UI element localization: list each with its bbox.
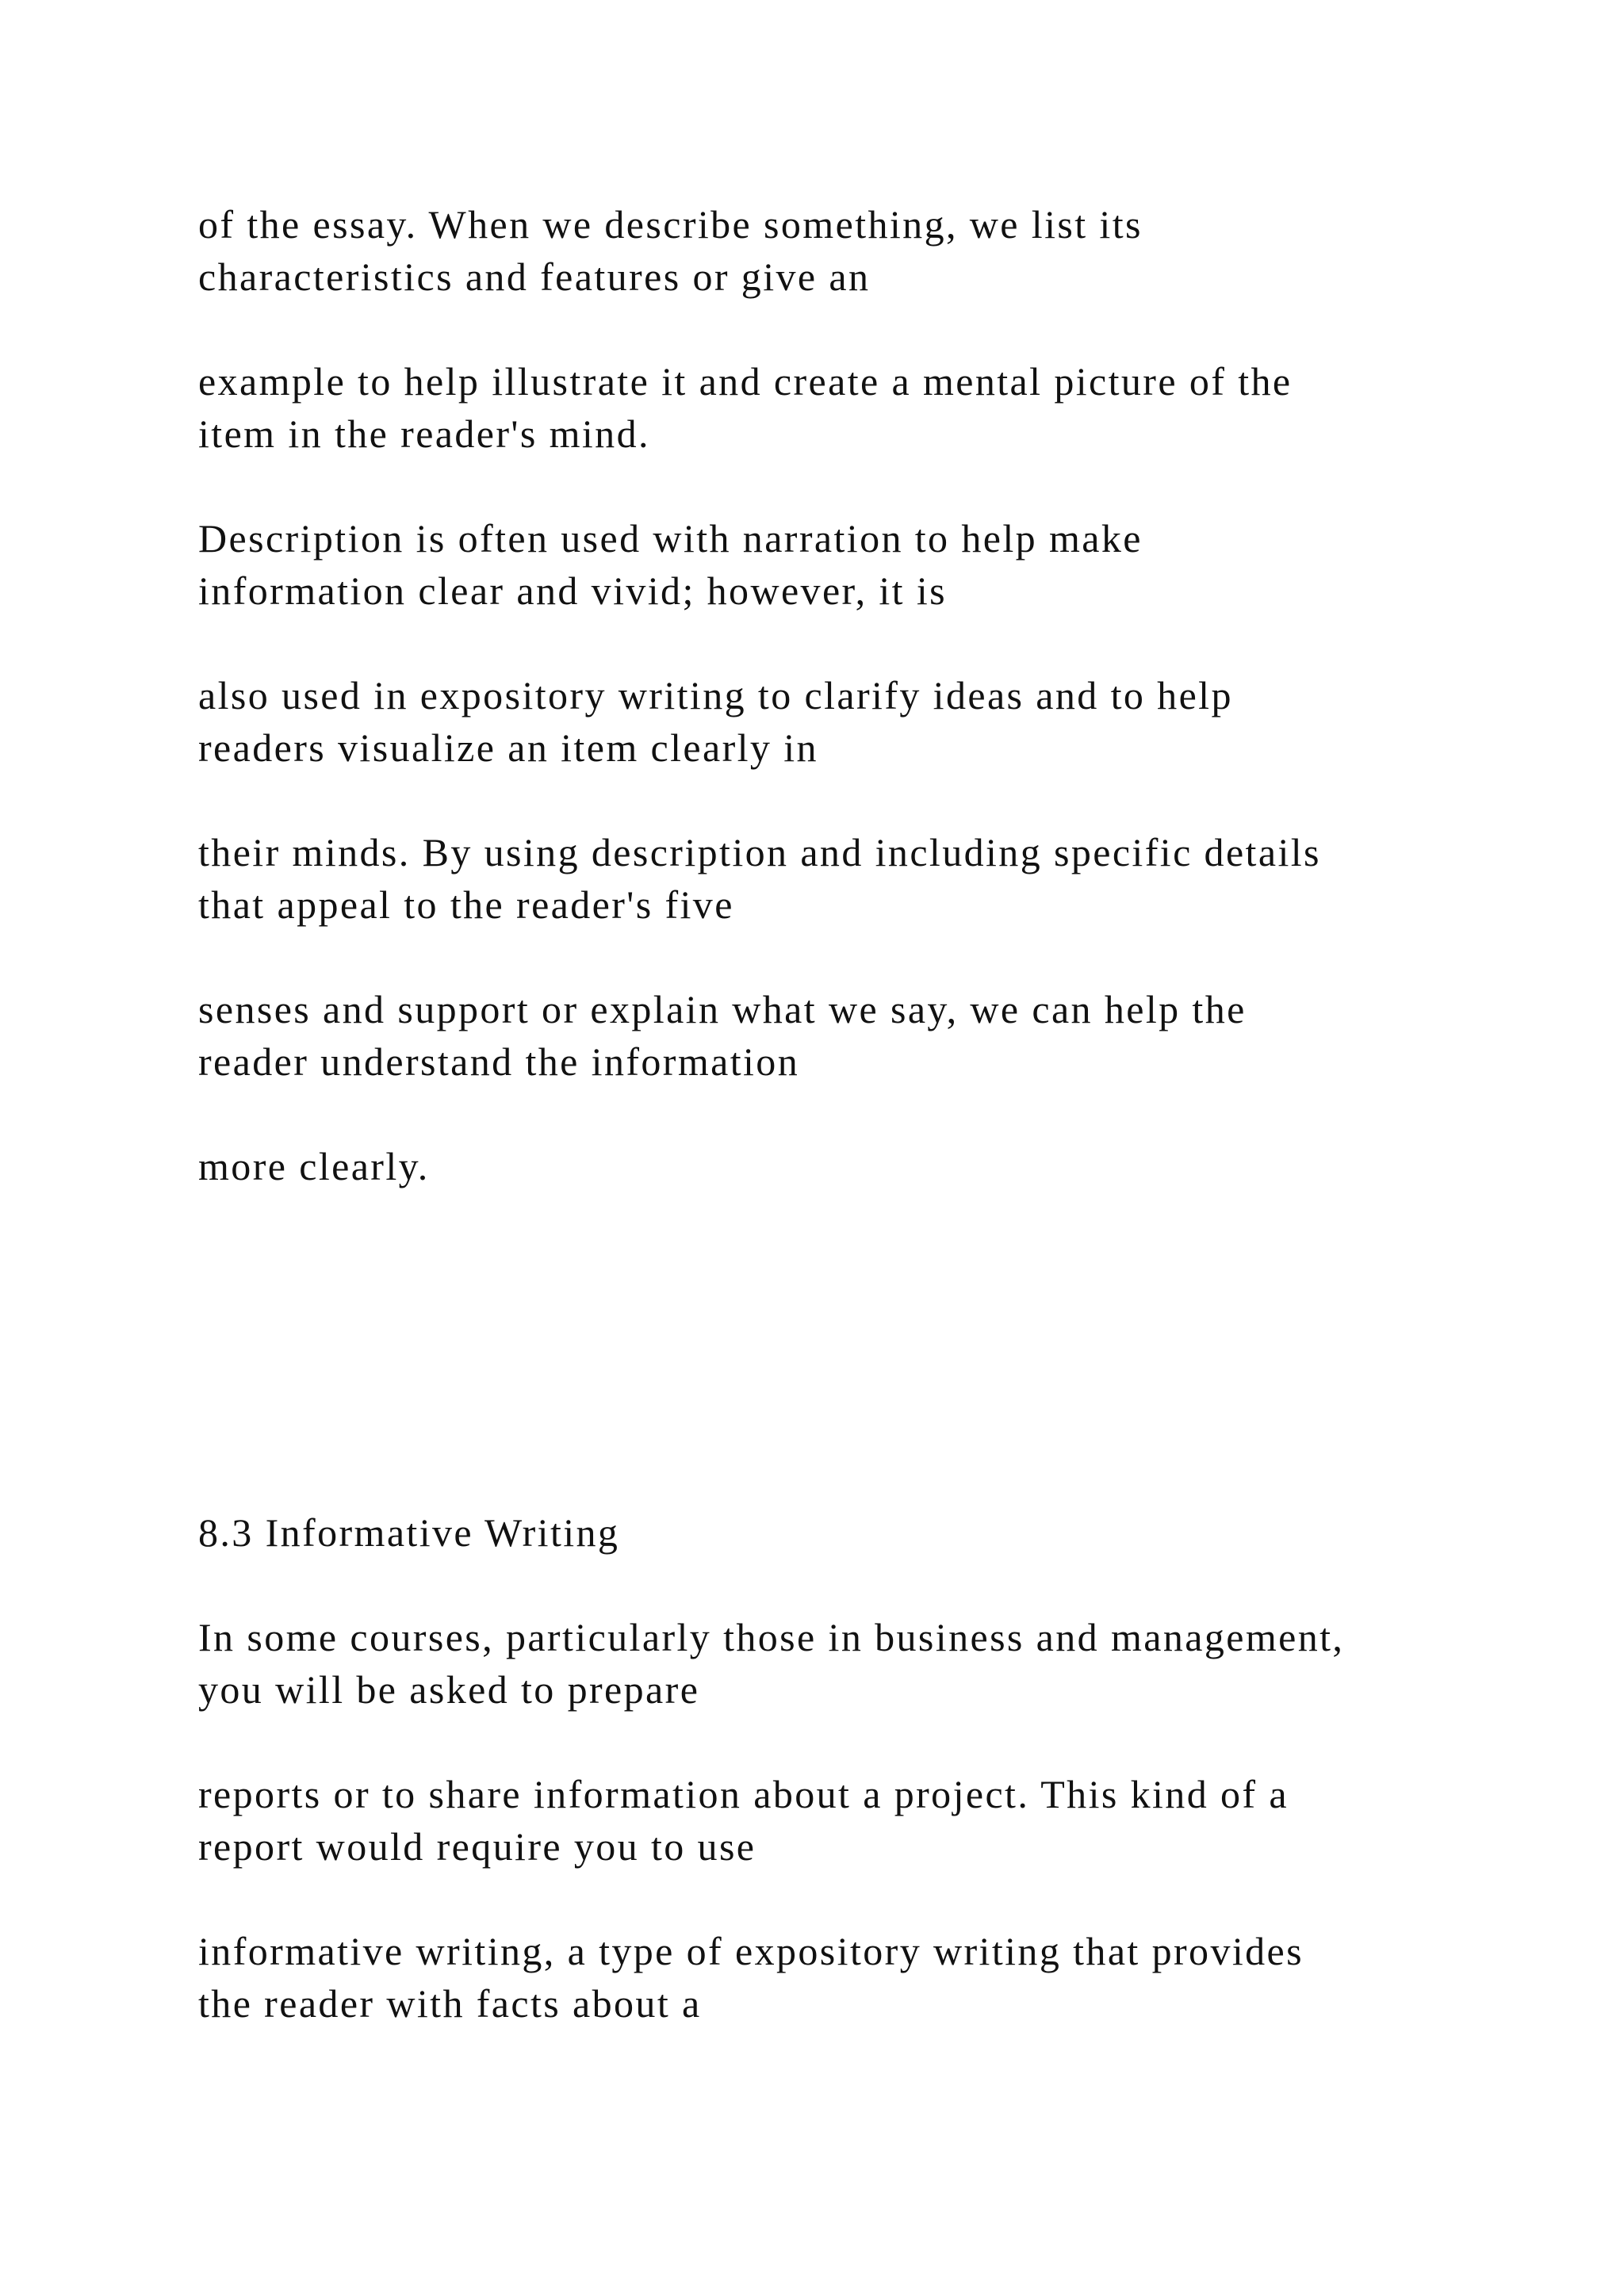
text-line: example to help illustrate it and create a mental picture of the bbox=[198, 359, 1293, 404]
paragraph bbox=[198, 1768, 1546, 1873]
section-heading bbox=[198, 1506, 1546, 1559]
text-line: senses and support or explain what we say, we can help the bbox=[198, 987, 1247, 1031]
text-line: reports or to share information about a project. This kind of a bbox=[198, 1772, 1289, 1816]
text-line: that appeal to the reader's five bbox=[198, 882, 734, 927]
text-line: the reader with facts about a bbox=[198, 1981, 702, 2026]
paragraph bbox=[198, 1611, 1546, 1716]
text-line: readers visualize an item clearly in bbox=[198, 725, 818, 770]
paragraph bbox=[198, 512, 1546, 617]
text-line: In some courses, particularly those in business and management, bbox=[198, 1615, 1345, 1659]
paragraph bbox=[198, 826, 1546, 931]
paragraph bbox=[198, 1140, 1546, 1192]
section-heading-text: 8.3 Informative Writing bbox=[198, 1510, 620, 1555]
paragraph bbox=[198, 1925, 1546, 2030]
text-line: item in the reader's mind. bbox=[198, 411, 650, 456]
text-line: report would require you to use bbox=[198, 1824, 756, 1869]
paragraph bbox=[198, 669, 1546, 774]
text-line: also used in expository writing to clarify ideas and to help bbox=[198, 673, 1233, 718]
text-line: of the essay. When we describe something, we list its bbox=[198, 202, 1143, 247]
text-line: reader understand the information bbox=[198, 1039, 800, 1084]
text-line: more clearly. bbox=[198, 1144, 430, 1188]
text-line: informative writing, a type of expository writing that provides bbox=[198, 1929, 1304, 1973]
paragraph bbox=[198, 983, 1546, 1088]
text-line: Description is often used with narration to help make bbox=[198, 516, 1143, 561]
text-line: information clear and vivid; however, it is bbox=[198, 568, 948, 613]
paragraph bbox=[198, 198, 1546, 303]
paragraph bbox=[198, 355, 1546, 460]
text-line: their minds. By using description and including specific details bbox=[198, 830, 1321, 874]
text-line: characteristics and features or give an bbox=[198, 254, 871, 299]
text-line: you will be asked to prepare bbox=[198, 1667, 700, 1712]
